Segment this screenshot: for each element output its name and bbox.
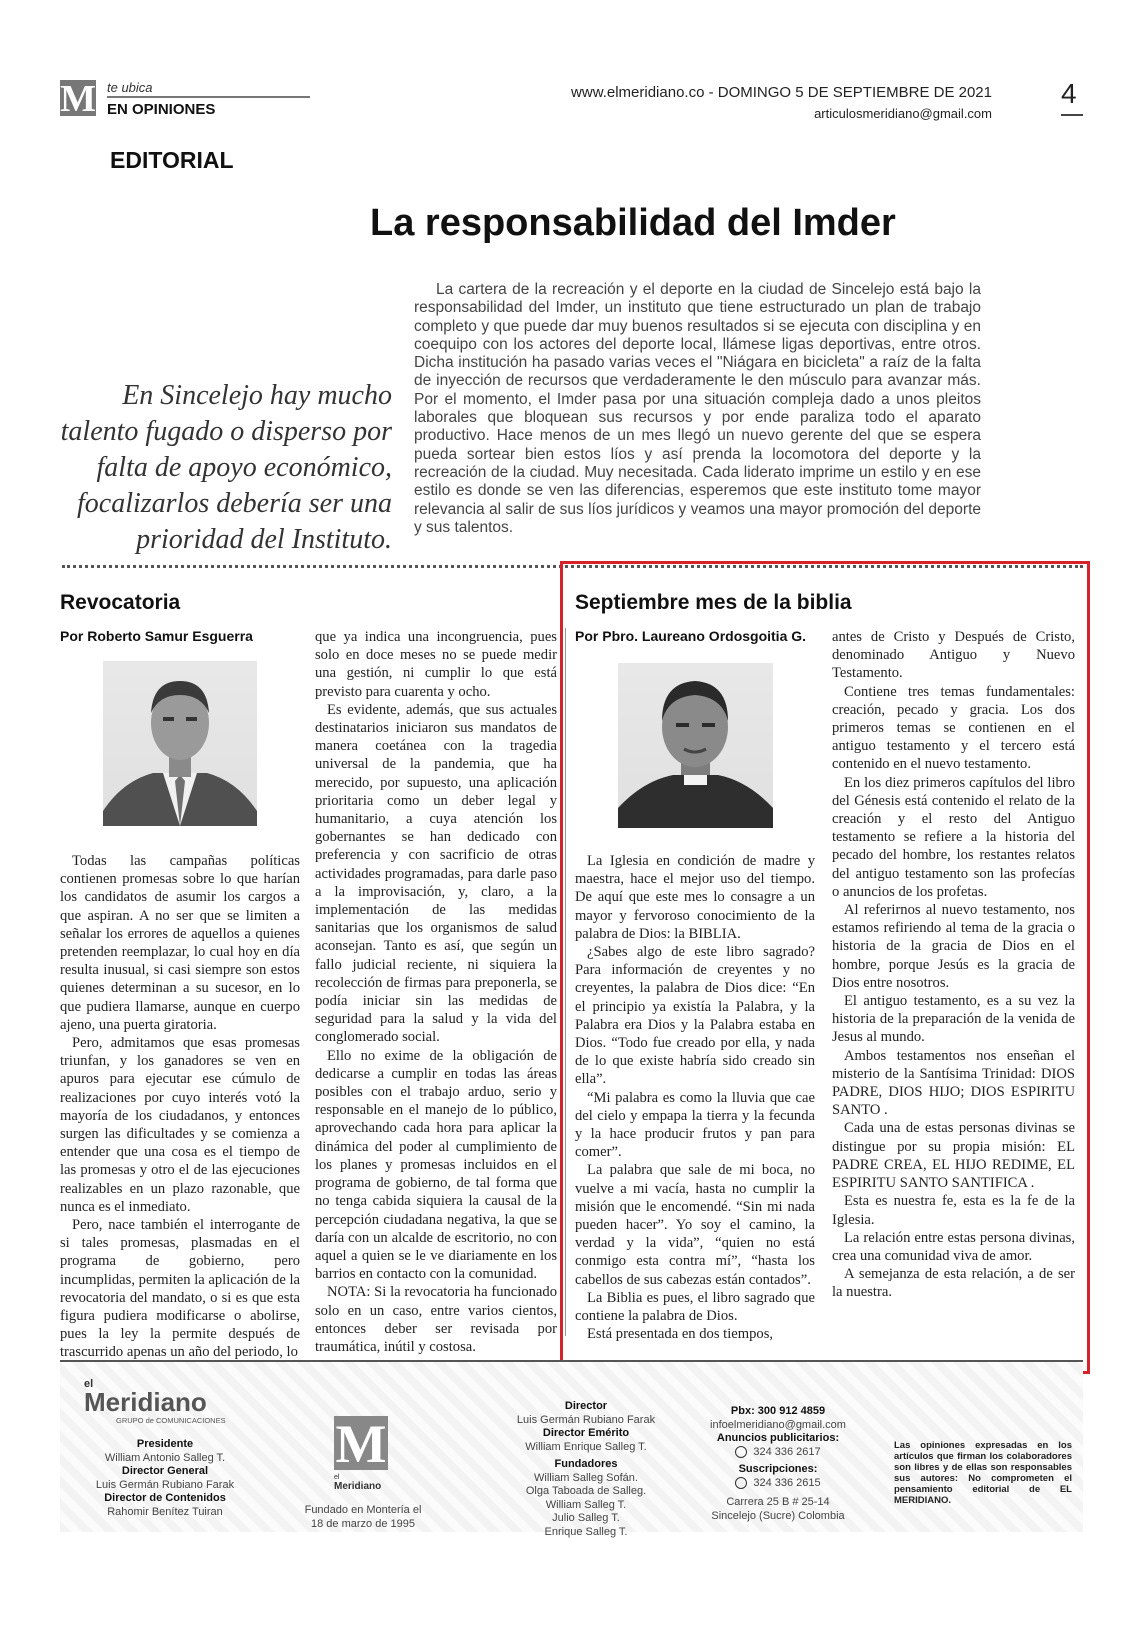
tagline: te ubica — [107, 80, 153, 95]
role: Director General — [121, 1465, 209, 1477]
ads-phone: 324 336 2617 — [753, 1445, 821, 1458]
paragraph: A semejanza de esta relación, a de ser la nuestra. — [832, 1266, 1075, 1301]
staff-left — [65, 1438, 265, 1519]
paragraph: Todas las campañas políticas contienen promesas sobre lo que harían los candidatos de asumir los cargos a que aspiran. A no ser que se limiten a señalar los errores de aquellos a quienes pretenden reemplazar, lo cual hoy en día resulta inusual, si casi siempre son estos quienes determinan a su sucesor, en lo que pudiera llamarse, aunque en cuerpo ajeno, una puerta giratoria. — [60, 853, 300, 1033]
column-divider — [565, 628, 566, 1336]
article-title-biblia: Septiembre mes de la biblia — [575, 591, 852, 614]
whatsapp-icon — [735, 1477, 747, 1489]
page-number-rule — [1061, 114, 1083, 116]
paragraph: que ya indica una incongruencia, pues solo en doce meses no se puede medir una gestión, ni cumplir lo que está previsto para cuarenta y ocho. — [315, 629, 557, 700]
article2-column-1 — [575, 852, 815, 1343]
person: Luis Germán Rubiano Farak — [95, 1478, 235, 1491]
person: Olga Taboada de Salleg. — [525, 1485, 647, 1497]
logo-name: Meridiano — [334, 1481, 382, 1492]
subs-label: Suscripciones: — [738, 1463, 818, 1475]
article-byline: Por Pbro. Laureano Ordosgoitia G. — [575, 628, 807, 644]
brand-small: el — [84, 1378, 94, 1390]
article2-column-2 — [832, 628, 1075, 1302]
paragraph: La Iglesia en condición de madre y maestra, hace el mejor uso del tiempo. De aquí que este mes lo consagre a un mayor y fervoroso conocimiento de la palabra de Dios: la BIBLIA. — [575, 853, 815, 942]
meridiano-logo: M — [60, 78, 96, 120]
person: Julio Salleg T. — [552, 1512, 620, 1524]
header-rule — [107, 96, 310, 98]
directors-block — [486, 1400, 686, 1539]
person: William Antonio Salleg T. — [104, 1451, 226, 1464]
page-title: La responsabilidad del Imder — [370, 202, 896, 244]
person: William Salleg T. — [545, 1498, 627, 1511]
article1-column-1 — [60, 852, 300, 1362]
logo-small: el — [334, 1474, 340, 1481]
page-number: 4 — [1061, 78, 1077, 109]
contact-email: articulosmeridiano@gmail.com — [814, 106, 992, 121]
role: Director Emérito — [542, 1427, 630, 1439]
paragraph: antes de Cristo y Después de Cristo, denominado Antiguo y Nuevo Testamento. — [832, 629, 1075, 682]
author-photo — [103, 661, 257, 826]
paragraph: Cada una de estas personas divinas se distingue por su propia misión: EL PADRE CREA, EL HIJO REDIME, EL ESPIRITU SANTO SANTIFICA . — [832, 1120, 1075, 1192]
role: Fundadores — [554, 1458, 618, 1470]
person: Rahomir Benítez Tuiran — [107, 1505, 223, 1518]
whatsapp-icon — [735, 1446, 747, 1458]
paragraph: Pero, nace también el interrogante de si tales promesas, plasmadas en el programa de gobierno, pero incumplidas, permiten la aplicación de la revocatoria del mandato, o si es que esta figura pudiera modificarse o abolirse, pues la ley la permite después de trascurrido apenas un año del periodo, lo — [60, 1217, 300, 1361]
dateline: www.elmeridiano.co - DOMINGO 5 DE SEPTIEMBRE DE 2021 — [571, 84, 992, 101]
pull-quote: En Sincelejo hay mucho talento fugado o disperso por falta de apoyo económico, focalizarlos debería ser una prioridad del Instituto. — [60, 380, 392, 555]
person: Enrique Salleg T. — [544, 1525, 628, 1538]
role: Director — [564, 1400, 608, 1412]
article1-column-2 — [315, 628, 557, 1356]
founded-date: Fundado en Montería el 18 de marzo de 1995 — [304, 1504, 422, 1530]
paragraph: La Biblia es pues, el libro sagrado que contiene la palabra de Dios. — [575, 1289, 815, 1325]
paragraph: NOTA: Si la revocatoria ha funcionado solo en un caso, entre varios cientos, entonces deber ser revisada por traumática, inútil y costosa. — [315, 1284, 557, 1355]
info-email: infoelmeridiano@gmail.com — [710, 1418, 846, 1431]
article-byline: Por Roberto Samur Esguerra — [60, 628, 253, 644]
paragraph: ¿Sabes algo de este libro sagrado? Para información de creyentes y no creyentes, la palabra de Dios dice: “En el principio ya existía la Palabra, y la Palabra era Dios y la Palabra estaba en Dios. “Todo fue creado por ella, y nada de lo que existe habría sido creado sin ella”. — [575, 944, 815, 1088]
person: William Salleg Sofán. — [534, 1471, 638, 1484]
pbx: Pbx: 300 912 4859 — [730, 1405, 826, 1417]
paragraph: Está presentada en dos tiempos, — [587, 1326, 774, 1343]
address-line: Carrera 25 B # 25-14 — [726, 1496, 830, 1508]
person: Luis Germán Rubiano Farak — [516, 1413, 656, 1426]
paragraph: La palabra que sale de mi boca, no vuelve a mi vacía, hasta no cumplir la misión que le encomendé. “Sin mi nada pueden hacer”. Yo soy el camino, la verdad y la vida”, “quien no está conmigo esta contra mí”, “hasta los cabellos de sus cabezas están contados”. — [575, 1162, 815, 1288]
paragraph: Al referirnos al nuevo testamento, nos estamos refiriendo al tema de la gracia o historia de la gracia de Dios en el hombre, porque Jesús es la gracia de Dios entre nosotros. — [832, 902, 1075, 991]
paragraph: Esta es nuestra fe, esta es la fe de la Iglesia. — [832, 1193, 1075, 1228]
contact-block — [688, 1405, 868, 1523]
author-photo — [618, 663, 773, 828]
paragraph: Pero, admitamos que esas promesas triunfan, y los ganadores se ven en apuros para ejecutar ese cúmulo de realizaciones por cuyo interés votó la mayoría de los ciudadanos, y entonces surgen las dificultades y se comienza a entender que una cosa es el tiempo de las promesas y otro el de las ejecuciones realizables en un plazo razonable, que nunca es el inmediato. — [60, 1035, 300, 1215]
paragraph: Ello no exime de la obligación de dedicarse a cumplir en todas las áreas posibles con el trabajo arduo, serio y responsable en el manejo de lo público, aprovechando cada hora para aplicar la dinámica del poder al cumplimiento de los planes y promesas incluidos en el programa de gobierno, de tal forma que no tenga cabida siquiera la causal de la percepción ciudadana negativa, la que se daría con un alcalde de escritorio, no con aquel a quien se le ve diariamente en los barrios en contacto con la comunidad. — [315, 1047, 557, 1283]
address-line: Sincelejo (Sucre) Colombia — [711, 1509, 845, 1522]
section-name: EN OPINIONES — [107, 101, 216, 118]
section-kicker: EDITORIAL — [110, 147, 234, 173]
paragraph: La relación entre estas persona divinas, crea una comunidad viva de amor. — [832, 1229, 1075, 1264]
paragraph: En los diez primeros capítulos del libro del Génesis está contenido el relato de la creación y el resto del Antiguo testamento se refiere a la historia del pecado del hombre, los restantes relatos del antiguo testamento son las profecías o anuncios de los profetas. — [832, 774, 1075, 900]
article-title-revocatoria: Revocatoria — [60, 591, 181, 614]
paragraph: Ambos testamentos nos enseñan el misterio de la Santísima Trinidad: DIOS PADRE, DIOS HIJO; DIOS ESPIRITU SANTO . — [832, 1047, 1075, 1119]
brand-subtitle: GRUPO de COMUNICACIONES — [116, 1416, 226, 1425]
role: Director de Contenidos — [104, 1492, 226, 1504]
subs-phone: 324 336 2615 — [753, 1476, 821, 1489]
person: William Enrique Salleg T. — [525, 1440, 647, 1453]
paragraph: Contiene tres temas fundamentales: creación, pecado y gracia. Los dos primeros temas se contienen en el antiguo testamento y el tercero está contenido en el nuevo testamento. — [832, 683, 1075, 773]
disclaimer: Las opiniones expresadas en los artículos que firman los colaboradores son libres y de ellas son responsables sus autores: No comprometen el pensamiento editorial de EL MERIDIANO. — [894, 1440, 1072, 1506]
ads-label: Anuncios publicitarios: — [716, 1432, 840, 1444]
meridiano-m-logo: M — [335, 1414, 387, 1474]
editorial-body: La cartera de la recreación y el deporte en la ciudad de Sincelejo está bajo la responsabilidad del Imder, un instituto que tiene estructurado un plan de trabajo completo y que puede dar muy buenos resultados si se ejecuta con disciplina y en coequipo con los actores del deporte local, llámese ligas deportivas, entre otros. Dicha institución ha pasado varias veces el "Niágara en bicicleta" a raíz de la falta de inyección de recursos que verdaderamente le den músculo para avanzar más. Por el momento, el Imder pasa por una situación compleja dado a unos pleitos laborales que bloquean sus recursos y por ende paraliza todo el aparato productivo. Hace menos de un mes llegó un nuevo gerente del que se espera pueda sortear bien estos líos y así prenda la locomotora del deporte y la recreación de la ciudad. Muy necesitada. Cada liderato imprime un estilo y en ese estilo es donde se ven las diferencias, esperemos que este instituto tome mayor relevancia al salir de sus líos jurídicos y veamos una mayor promoción del deporte y sus talentos. — [414, 281, 981, 536]
paragraph: El antiguo testamento, es a su vez la historia de la preparación de la venida de Jesus al mundo. — [832, 993, 1075, 1046]
role: Presidente — [136, 1438, 194, 1450]
paragraph: “Mi palabra es como la lluvia que cae del cielo y empapa la tierra y la fecunda y la hace producir frutos y pan para comer”. — [575, 1089, 815, 1161]
brand-wordmark: Meridiano — [84, 1387, 207, 1417]
paragraph: Es evidente, además, que sus actuales destinatarios iniciaron sus mandatos de manera coetánea con la tragedia universal de la pandemia, que ha merecido, por supuesto, una aplicación prioritaria como un deber legal y humanitario, a cuya atención los gobernantes se han dedicado con preferencia y con sacrificio de otras actividades programadas, para darle paso a la improvisación, y, claro, a la implementación de las medidas sanitarias que los organismos de salud aconsejan. Tanto es así, que según un fallo judicial reciente, ni siquiera la recolección de firmas para preponerla, se podía iniciar sin las medidas de seguridad para la salud y la vida del conglomerado social. — [315, 701, 557, 1046]
